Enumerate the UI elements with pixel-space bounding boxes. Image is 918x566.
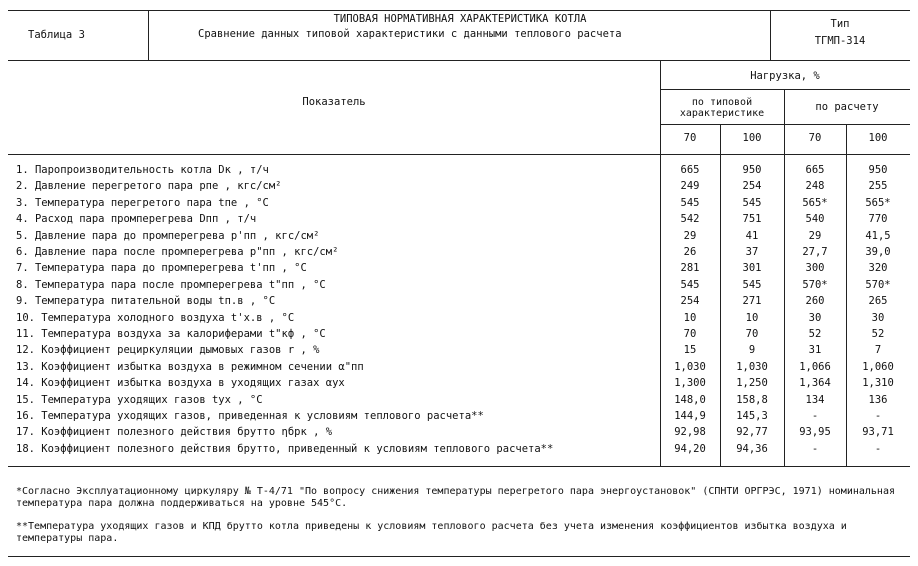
row-value: 950	[868, 164, 888, 176]
indicator-header: Показатель	[302, 96, 366, 108]
row-value: 271	[742, 295, 762, 307]
row-value: 281	[680, 262, 700, 274]
row-value: 31	[808, 344, 822, 356]
row-value: 30	[808, 312, 822, 324]
row-value: 1,300	[674, 377, 706, 389]
row-value: 248	[805, 180, 825, 192]
row-value: 148,0	[674, 394, 706, 406]
row-label: 10. Температура холодного воздуха t'х.в , °С	[16, 312, 295, 324]
row-label: 7. Температура пара до промперегрева t'пп , °С	[16, 262, 307, 274]
typical-header: по типовой характеристике	[679, 97, 765, 119]
row-label: 17. Коэффициент полезного действия брутто ηбрк , %	[16, 426, 333, 438]
row-value: 320	[868, 262, 888, 274]
row-value: 144,9	[674, 410, 706, 422]
row-value: 70	[745, 328, 759, 340]
row-value: 249	[680, 180, 700, 192]
row-value: 26	[683, 246, 697, 258]
row-value: 540	[805, 213, 825, 225]
row-label: 2. Давление перегретого пара pпе , кгс/см²	[16, 180, 282, 192]
top-border	[8, 10, 910, 11]
row-value: 950	[742, 164, 762, 176]
row-label: 18. Коэффициент полезного действия брутто, приведенный к условиям теплового расчета**	[16, 443, 554, 455]
row-value: 770	[868, 213, 888, 225]
row-value: 300	[805, 262, 825, 274]
sub-header-calc-100: 100	[868, 132, 888, 144]
row-label: 8. Температура пара после промперегрева t"пп , °С	[16, 279, 326, 291]
row-value: 92,77	[736, 426, 768, 438]
row-value: 37	[745, 246, 759, 258]
row-value: -	[811, 410, 819, 422]
table-title: ТИПОВАЯ НОРМАТИВНАЯ ХАРАКТЕРИСТИКА КОТЛА	[333, 13, 587, 25]
row-value: 1,060	[862, 361, 894, 373]
row-value: 136	[868, 394, 888, 406]
row-value: 70	[683, 328, 697, 340]
row-value: 94,36	[736, 443, 768, 455]
footnote-1: *Согласно Эксплуатационному циркуляру № Т-4/71 "По вопросу снижения температуры перегретого пара энергоустановок" (СПНТИ ОРГРЭС, 1971) номинальная температура пара должна поддерживаться на уровне 545°С.	[16, 486, 895, 509]
row-value: 30	[871, 312, 885, 324]
row-value: 29	[808, 230, 822, 242]
row-value: 570*	[802, 279, 828, 291]
row-label: 14. Коэффициент избытка воздуха в уходящих газах αух	[16, 377, 345, 389]
sub-header-typical-100: 100	[742, 132, 762, 144]
row-label: 11. Температура воздуха за калориферами t"кф , °С	[16, 328, 326, 340]
row-value: 751	[742, 213, 762, 225]
row-value: 52	[871, 328, 885, 340]
sub-header-typical-70: 70	[683, 132, 697, 144]
row-label: 6. Давление пара после промперегрева p"пп , кгс/см²	[16, 246, 339, 258]
row-value: 1,250	[736, 377, 768, 389]
row-value: -	[811, 443, 819, 455]
calc-header: по расчету	[815, 101, 879, 113]
row-value: 93,71	[862, 426, 894, 438]
columns-bottom-border	[8, 154, 910, 155]
row-value: 52	[808, 328, 822, 340]
row-value: 15	[683, 344, 697, 356]
row-value: 39,0	[865, 246, 891, 258]
row-value: 545	[680, 279, 700, 291]
header-divider-right	[770, 10, 771, 60]
row-value: 665	[805, 164, 825, 176]
row-value: 1,310	[862, 377, 894, 389]
load-header-border	[660, 89, 910, 90]
row-value: 254	[680, 295, 700, 307]
row-value: 1,066	[799, 361, 831, 373]
row-label: 13. Коэффициент избытка воздуха в режимном сечении α"пп	[16, 361, 364, 373]
row-value: 9	[748, 344, 756, 356]
row-label: 15. Температура уходящих газов tух , °С	[16, 394, 263, 406]
row-value: 10	[683, 312, 697, 324]
type-value: ТГМП-314	[814, 35, 866, 47]
row-label: 9. Температура питательной воды tп.в , °С	[16, 295, 276, 307]
row-value: 665	[680, 164, 700, 176]
row-value: 1,030	[674, 361, 706, 373]
row-label: 4. Расход пара промперегрева Dпп , т/ч	[16, 213, 257, 225]
row-value: 545	[742, 279, 762, 291]
row-value: 545	[680, 197, 700, 209]
row-value: 565*	[802, 197, 828, 209]
row-value: 41	[745, 230, 759, 242]
row-label: 5. Давление пара до промперегрева p'пп , кгс/см²	[16, 230, 320, 242]
row-value: -	[874, 410, 882, 422]
load-header: Нагрузка, %	[750, 70, 820, 82]
row-value: 10	[745, 312, 759, 324]
row-value: 29	[683, 230, 697, 242]
row-value: 565*	[865, 197, 891, 209]
row-label: 1. Паропроизводительность котла Dк , т/ч	[16, 164, 269, 176]
subheader-border	[660, 124, 910, 125]
row-value: 94,20	[674, 443, 706, 455]
table-label: Таблица 3	[28, 29, 85, 41]
header-divider-left	[148, 10, 149, 60]
footnote-2: **Температура уходящих газов и КПД брутто котла приведены к условиям теплового расчета без учета изменения коэффициентов избытка воздуха и температуры пара.	[16, 521, 847, 544]
row-value: 1,364	[799, 377, 831, 389]
row-value: 265	[868, 295, 888, 307]
row-value: 254	[742, 180, 762, 192]
row-value: 158,8	[736, 394, 768, 406]
row-value: 7	[874, 344, 882, 356]
row-value: 92,98	[674, 426, 706, 438]
row-value: 301	[742, 262, 762, 274]
row-value: 41,5	[865, 230, 891, 242]
row-value: -	[874, 443, 882, 455]
row-label: 12. Коэффициент рециркуляции дымовых газов r , %	[16, 344, 320, 356]
row-value: 542	[680, 213, 700, 225]
header-bottom-border	[8, 60, 910, 61]
table-bottom-border	[8, 466, 910, 467]
page-bottom-border	[8, 556, 910, 557]
row-label: 16. Температура уходящих газов, приведенная к условиям теплового расчета**	[16, 410, 484, 422]
row-value: 260	[805, 295, 825, 307]
row-value: 93,95	[799, 426, 831, 438]
row-label: 3. Температура перегретого пара tпе , °С	[16, 197, 269, 209]
table-subtitle: Сравнение данных типовой характеристики с данными теплового расчета	[198, 28, 622, 40]
sub-header-calc-70: 70	[808, 132, 822, 144]
row-value: 1,030	[736, 361, 768, 373]
row-value: 255	[868, 180, 888, 192]
row-value: 134	[805, 394, 825, 406]
type-label: Тип	[830, 18, 850, 30]
row-value: 27,7	[802, 246, 828, 258]
row-value: 545	[742, 197, 762, 209]
row-value: 570*	[865, 279, 891, 291]
row-value: 145,3	[736, 410, 768, 422]
